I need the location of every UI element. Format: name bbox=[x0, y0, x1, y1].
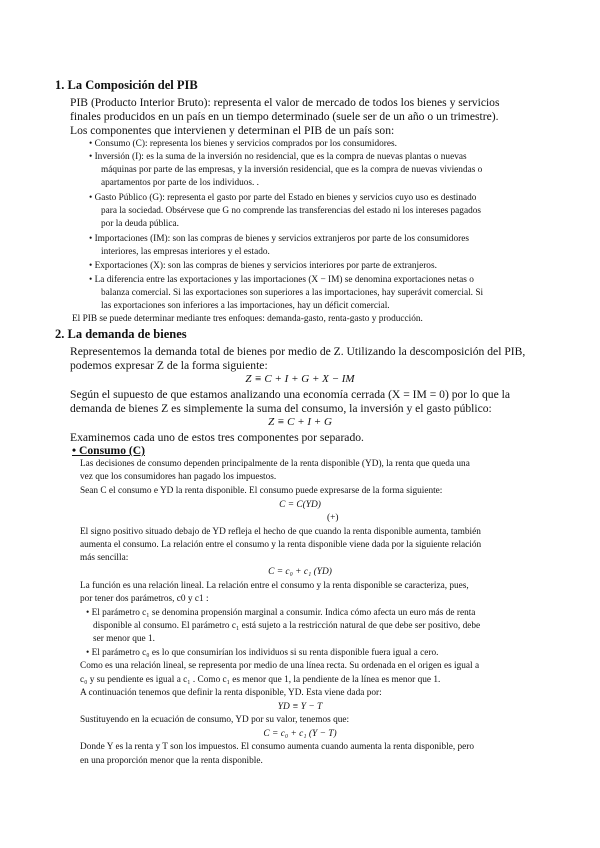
importaciones-item-line-2: interiores, las empresas interiores y el estado. bbox=[101, 247, 270, 257]
signo-paragraph-line-2: aumenta el consumo. La relación entre el consumo y la renta disponible viene dada por la siguiente relación bbox=[80, 540, 482, 550]
positive-sign-label: (+) bbox=[327, 513, 339, 523]
equation-disposable-income: YD ≡ Y − T bbox=[277, 702, 323, 712]
examine-line: Examinemos cada uno de estos tres componentes por separado. bbox=[70, 431, 364, 444]
consumo-item: • Consumo (C): representa los bienes y servicios comprados por los consumidores. bbox=[89, 139, 397, 149]
closed-economy-line-1: Según el supuesto de que estamos analizando una economía cerrada (X = IM = 0) por lo que la bbox=[70, 388, 510, 401]
param-c1-line-1: • El parámetro c₁ se denomina propensión marginal a consumir. Indica cómo afecta un euro más de renta bbox=[86, 608, 476, 618]
section-2-heading: 2. La demanda de bienes bbox=[55, 327, 187, 341]
consumo-heading: • Consumo (C) bbox=[72, 444, 145, 457]
consumo-paragraph-line-1: Las decisiones de consumo dependen principalmente de la renta disponible (YD), la renta que queda una bbox=[80, 459, 470, 469]
gasto-item-line-2: para la sociedad. Obsérvese que G no comprende las transferencias del estado ni los intereses pagados bbox=[101, 206, 482, 216]
diferencia-item-line-3: las exportaciones son inferiores a las importaciones, hay un déficit comercial. bbox=[101, 301, 390, 311]
param-c1-line-3: ser menor que 1. bbox=[93, 634, 155, 644]
consumo-function-intro: Sean C el consumo e YD la renta disponible. El consumo puede expresarse de la forma siguiente: bbox=[80, 486, 443, 496]
diferencia-item-line-1: • La diferencia entre las exportaciones y las importaciones (X − IM) se denomina exportaciones netas o bbox=[89, 275, 474, 285]
renta-disponible-intro: A continuación tenemos que definir la renta disponible, YD. Esta viene dada por: bbox=[80, 688, 382, 698]
components-intro: Los componentes que intervienen y determinan el PIB de un país son: bbox=[70, 124, 395, 137]
demand-paragraph-line-2: podemos expresar Z de la forma siguiente: bbox=[70, 359, 268, 372]
consumo-paragraph-line-2: vez que los consumidores han pagado los impuestos. bbox=[80, 472, 277, 482]
gasto-item-line-3: por la deuda pública. bbox=[101, 219, 179, 229]
gasto-item-line-1: • Gasto Público (G): representa el gasto por parte del Estado en bienes y servicios cuyo uso es destinado bbox=[89, 193, 477, 203]
signo-paragraph-line-1: El signo positivo situado debajo de YD refleja el hecho de que cuando la renta disponible aumenta, también bbox=[80, 527, 481, 537]
equation-demand-closed: Z ≡ C + I + G bbox=[268, 416, 332, 428]
equation-demand-open: Z ≡ C + I + G + X − IM bbox=[245, 373, 355, 385]
diferencia-item-line-2: balanza comercial. Si las exportaciones son superiores a las importaciones, hay superávit comercial. Si bbox=[101, 288, 484, 298]
demand-paragraph-line-1: Representemos la demanda total de bienes por medio de Z. Utilizando la descomposición del PIB, bbox=[70, 345, 526, 358]
approaches-line: El PIB se puede determinar mediante tres enfoques: demanda-gasto, renta-gasto y producción. bbox=[72, 314, 423, 324]
signo-paragraph-line-3: más sencilla: bbox=[80, 553, 129, 563]
section-1-heading: 1. La Composición del PIB bbox=[55, 78, 198, 92]
param-c1-line-2: disponible al consumo. El parámetro c₁ está sujeto a la restricción natural de que debe ser positivo, debe bbox=[93, 621, 481, 631]
importaciones-item-line-1: • Importaciones (IM): son las compras de bienes y servicios extranjeros por parte de los consumidores bbox=[89, 234, 469, 244]
recta-paragraph-line-2: c₀ y su pendiente es igual a c₁ . Como c₁ es menor que 1, la pendiente de la línea es menor que 1. bbox=[80, 675, 441, 685]
recta-paragraph-line-1: Como es una relación lineal, se representa por medio de una línea recta. Su ordenada en el origen es igual a bbox=[80, 661, 480, 671]
pib-definition-line-2: finales producidos en un país en un tiempo determinado (suele ser de un año o un trimestre). bbox=[70, 110, 499, 123]
equation-consumption-function: C = C(YD) bbox=[279, 500, 321, 510]
conclusion-line-2: en una proporción menor que la renta disponible. bbox=[80, 756, 263, 766]
inversion-item-line-2: máquinas por parte de las empresas, y la inversión residencial, que es la compra de nuevas viviendas o bbox=[101, 165, 483, 175]
param-c0-line: • El parámetro c₀ es lo que consumirían los individuos si su renta disponible fuera igual a cero. bbox=[86, 648, 439, 658]
inversion-item-line-1: • Inversión (I): es la suma de la inversión no residencial, que es la compra de nuevas plantas o nuevas bbox=[89, 152, 467, 162]
pib-definition-line-1: PIB (Producto Interior Bruto): representa el valor de mercado de todos los bienes y servicios bbox=[70, 96, 500, 109]
conclusion-line-1: Donde Y es la renta y T son los impuestos. El consumo aumenta cuando aumenta la renta disponible, pero bbox=[80, 742, 474, 752]
sustitucion-line: Sustituyendo en la ecuación de consumo, YD por su valor, tenemos que: bbox=[80, 715, 350, 725]
equation-consumption-taxes: C = c₀ + c₁ (Y − T) bbox=[263, 729, 337, 739]
closed-economy-line-2: demanda de bienes Z es simplemente la suma del consumo, la inversión y el gasto público: bbox=[70, 402, 492, 415]
inversion-item-line-3: apartamentos por parte de los individuos. . bbox=[101, 178, 260, 188]
linear-paragraph-line-1: La función es una relación lineal. La relación entre el consumo y la renta disponible se caracteriza, pues, bbox=[80, 581, 469, 591]
linear-paragraph-line-2: por tener dos parámetros, c0 y c1 : bbox=[80, 594, 209, 604]
exportaciones-item: • Exportaciones (X): son las compras de bienes y servicios interiores por parte de extranjeros. bbox=[89, 261, 437, 271]
equation-linear-consumption: C = c₀ + c₁ (YD) bbox=[268, 567, 332, 577]
